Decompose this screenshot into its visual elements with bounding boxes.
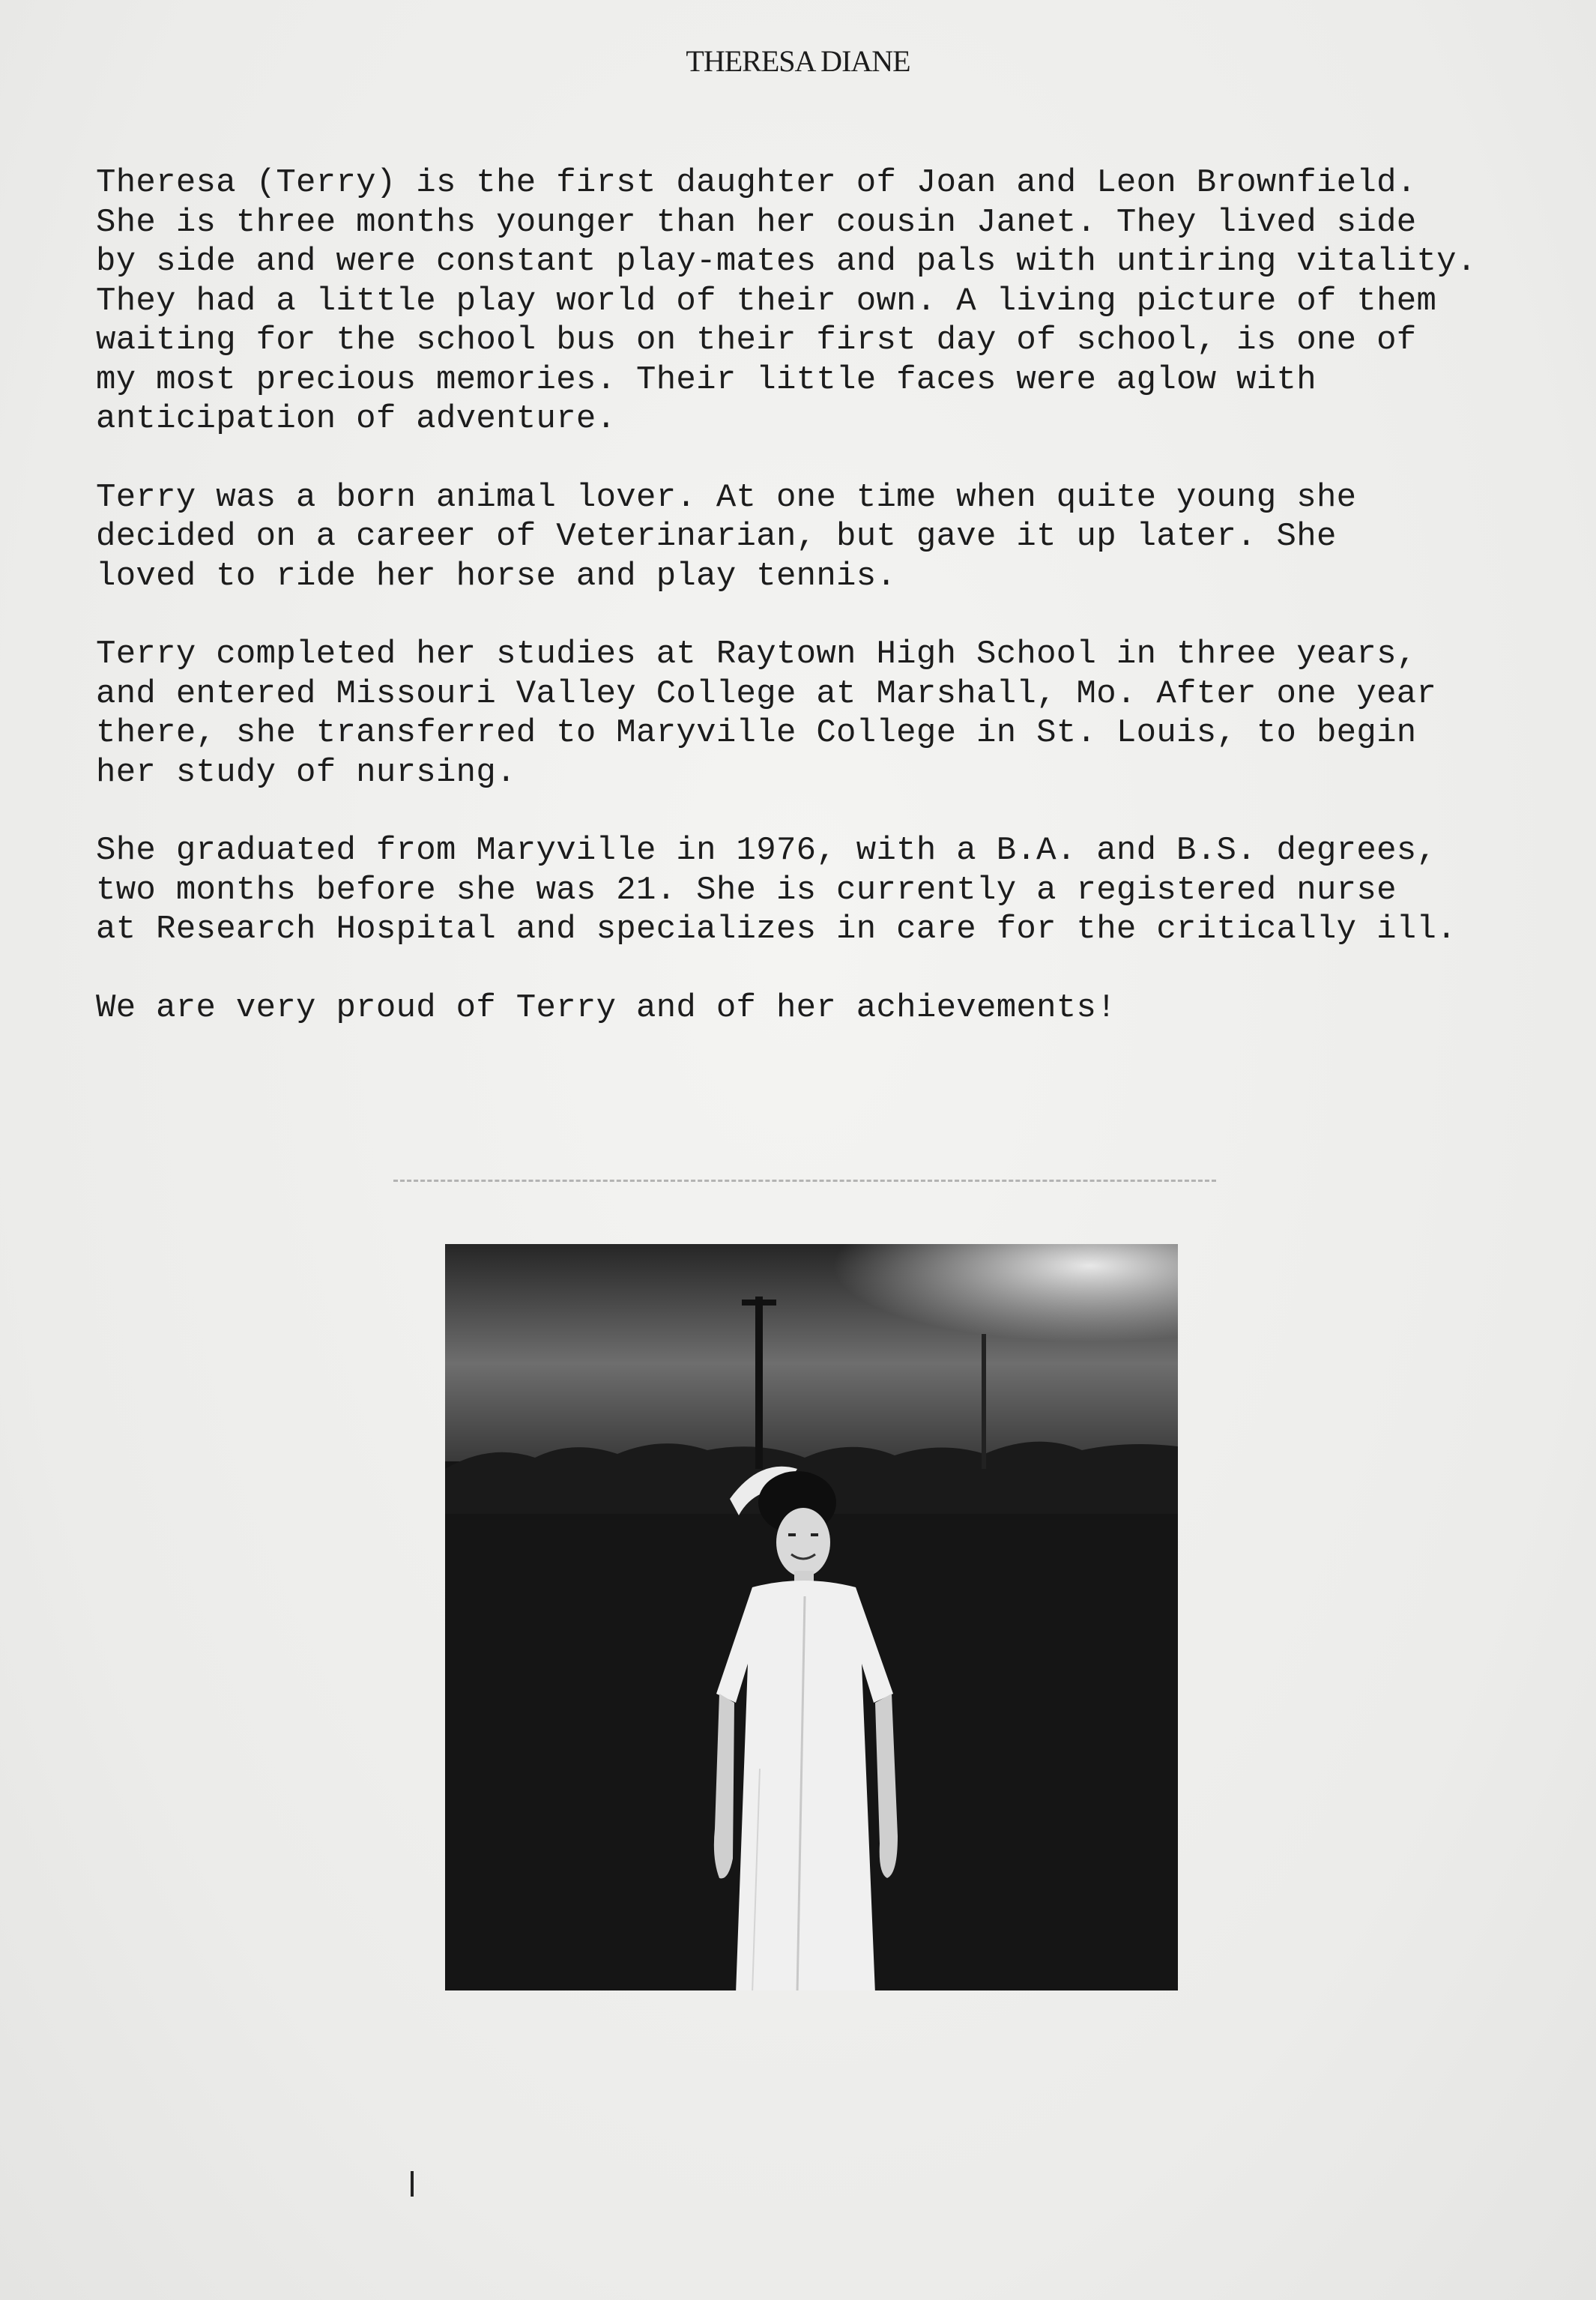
paragraph-education (96, 635, 1520, 792)
paragraph-animals (96, 478, 1520, 597)
text-line: my most precious memories. Their little faces were aglow with (96, 360, 1317, 399)
text-line: two months before she was 21. She is currently a registered nurse (96, 871, 1397, 909)
text-line: Terry completed her studies at Raytown High School in three years, (96, 636, 1417, 673)
paragraph-closing (96, 988, 1520, 1028)
text-line: They had a little play world of their own. A living picture of them (96, 282, 1437, 320)
nurse-photo-graphic (445, 1244, 1178, 1990)
text-line: by side and were constant play-mates and pals with untiring vitality. (96, 243, 1477, 280)
nurse-photo (445, 1244, 1178, 1990)
text-line: She graduated from Maryville in 1976, with a B.A. and B.S. degrees, (96, 832, 1437, 869)
paragraph-graduation (96, 831, 1520, 950)
text-line: there, she transferred to Maryville College in St. Louis, to begin (96, 714, 1417, 752)
text-line: Terry was a born animal lover. At one time when quite young she (96, 478, 1357, 516)
document-title: THERESA DIANE (686, 44, 910, 78)
dashed-divider (393, 1180, 1216, 1182)
page-mark (411, 2171, 414, 2197)
text-line: anticipation of adventure. (96, 400, 617, 438)
text-line: decided on a career of Veterinarian, but gave it up later. She (96, 518, 1337, 555)
document-body (96, 163, 1520, 1066)
paragraph-childhood (96, 163, 1520, 439)
text-line: at Research Hospital and specializes in care for the critically ill. (96, 911, 1457, 948)
text-line: her study of nursing. (96, 753, 516, 791)
text-line: and entered Missouri Valley College at Marshall, Mo. After one year (96, 674, 1437, 713)
text-line: She is three months younger than her cousin Janet. They lived side (96, 203, 1417, 241)
text-line: loved to ride her horse and play tennis. (96, 557, 897, 595)
text-line: Theresa (Terry) is the first daughter of Joan and Leon Brownfield. (96, 164, 1417, 202)
text-line: We are very proud of Terry and of her achievements! (96, 988, 1116, 1027)
text-line: waiting for the school bus on their first day of school, is one of (96, 322, 1417, 359)
